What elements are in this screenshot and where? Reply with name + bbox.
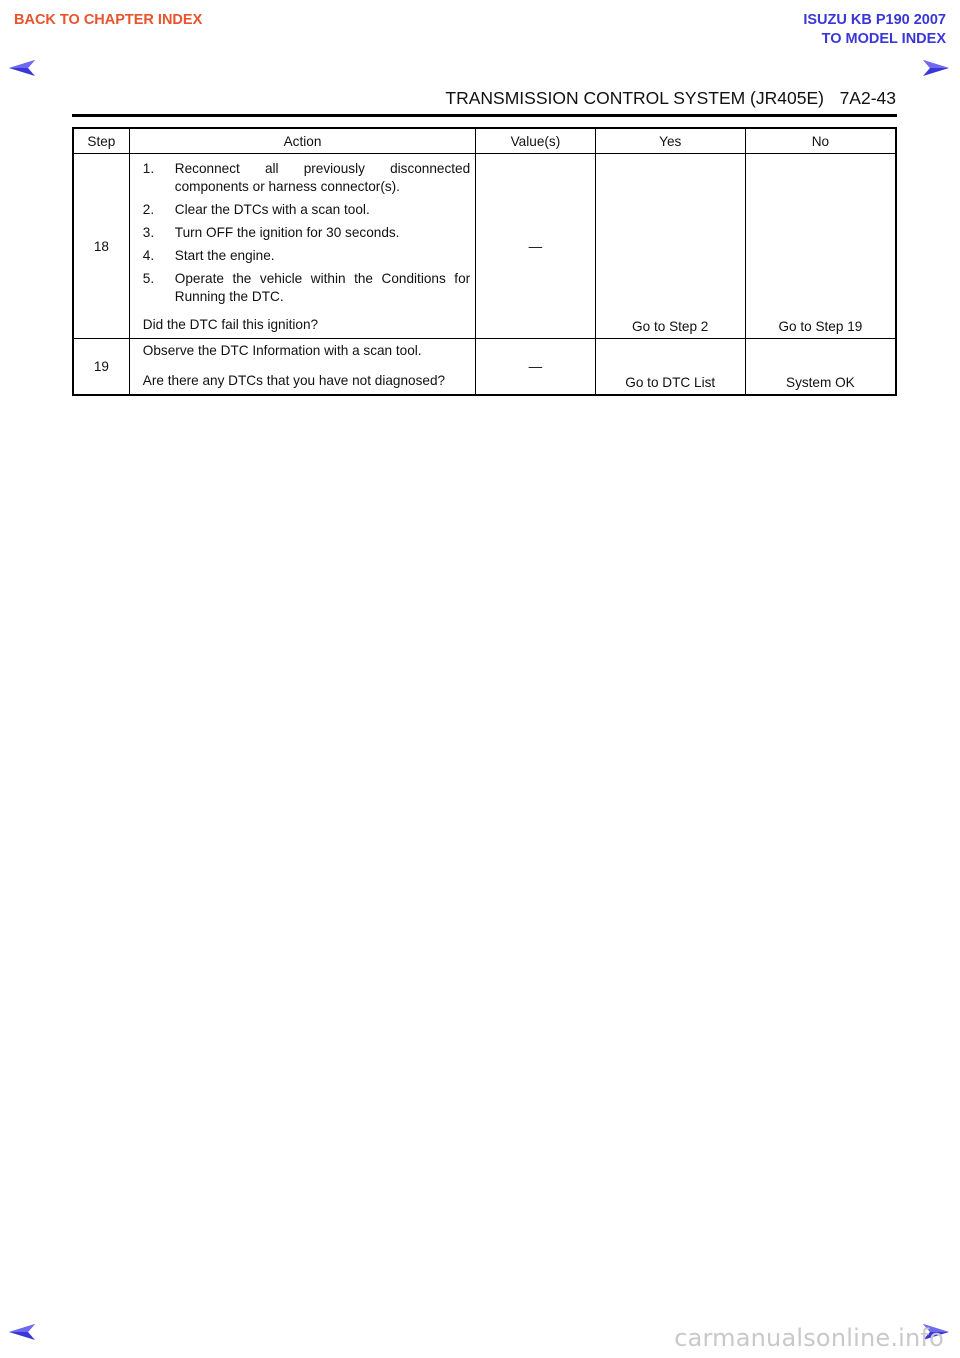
column-header-yes: Yes <box>595 128 745 154</box>
action-item: 1. Reconnect all previously disconnected components or harness connector(s). <box>142 161 471 194</box>
to-model-index-link[interactable]: TO MODEL INDEX <box>821 31 946 47</box>
yes-result: Go to Step 2 <box>595 154 745 339</box>
step-question: Did the DTC fail this ignition? <box>142 317 319 332</box>
model-title-link[interactable]: ISUZU KB P190 2007 <box>803 12 946 28</box>
arrow-right-icon[interactable] <box>922 59 950 77</box>
back-to-chapter-index-link[interactable]: BACK TO CHAPTER INDEX <box>14 12 203 28</box>
arrow-left-icon[interactable] <box>8 1323 36 1341</box>
table-header-row <box>73 128 896 154</box>
action-list <box>143 160 470 306</box>
column-header-values: Value(s) <box>476 128 595 154</box>
watermark-text: carmanualsonline.info <box>674 1324 944 1352</box>
action-item: 5. Operate the vehicle within the Conditions for Running the DTC. <box>142 271 471 304</box>
action-cell <box>129 339 475 396</box>
step-question: Are there any DTCs that you have not diagnosed? <box>142 373 446 388</box>
action-cell <box>129 154 475 339</box>
table-row <box>73 339 896 396</box>
no-result: System OK <box>745 339 896 396</box>
page-header <box>72 88 897 117</box>
values-cell: — <box>476 154 595 339</box>
column-header-no: No <box>745 128 896 154</box>
step-number: 18 <box>73 154 129 339</box>
step-instruction: Observe the DTC Information with a scan tool. <box>142 343 422 358</box>
table-row <box>73 154 896 339</box>
column-header-action: Action <box>129 128 475 154</box>
no-result: Go to Step 19 <box>745 154 896 339</box>
action-item: 2. Clear the DTCs with a scan tool. <box>142 202 370 217</box>
page-number: 7A2-43 <box>839 88 896 108</box>
action-item: 3. Turn OFF the ignition for 30 seconds. <box>142 225 400 240</box>
yes-result: Go to DTC List <box>595 339 745 396</box>
header-title: TRANSMISSION CONTROL SYSTEM (JR405E) <box>445 88 824 108</box>
values-cell: — <box>476 339 595 396</box>
arrow-left-icon[interactable] <box>8 59 36 77</box>
action-item: 4. Start the engine. <box>142 248 275 263</box>
column-header-step: Step <box>73 128 129 154</box>
diagnostic-table <box>72 127 897 396</box>
step-number: 19 <box>73 339 129 396</box>
